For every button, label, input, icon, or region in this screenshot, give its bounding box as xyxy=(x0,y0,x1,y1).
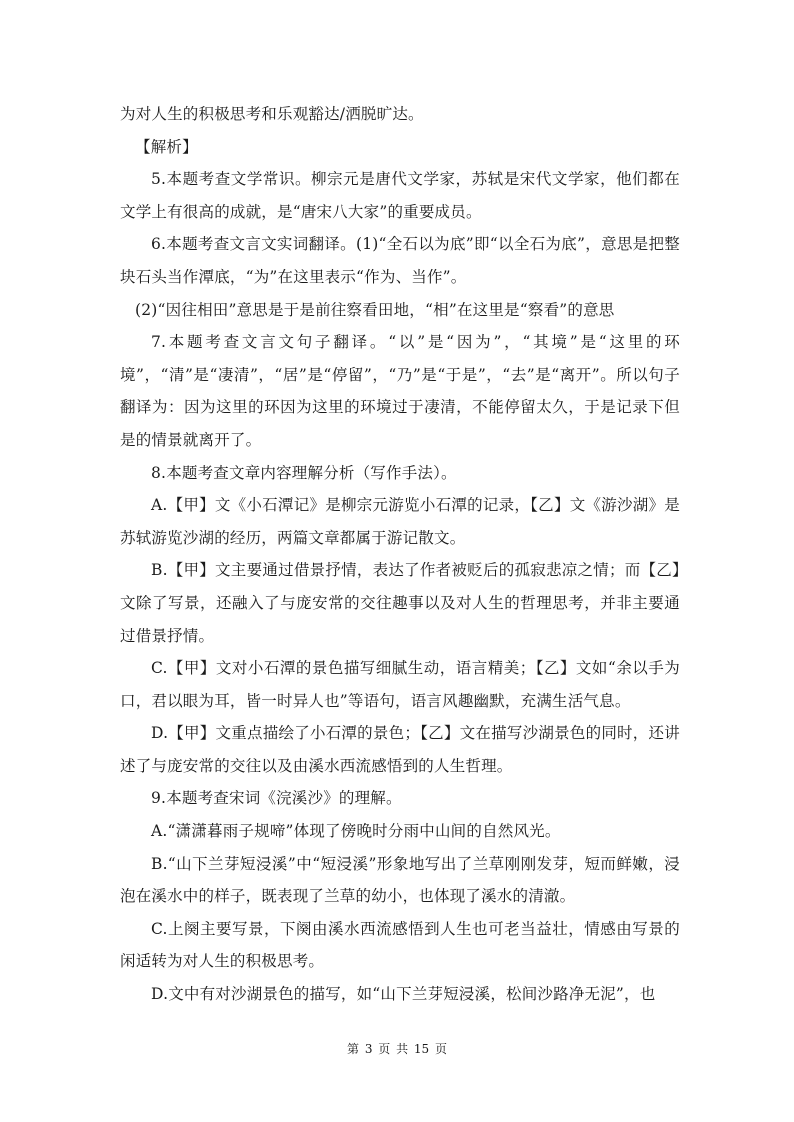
paragraph-q8: 8.本题考查文章内容理解分析（写作手法）。 xyxy=(151,463,457,482)
paragraph-q7: 7.本题考查文言文句子翻译。“以”是“因为”，“其境”是“这里的环境”，“清”是“凄清”，“居”是“停留”，“乃”是“于是”，“去”是“离开”。所以句子翻译为：因为这里的环因为这里的环境过于凄清，不能停留太久，于是记录下但是的情景就离开了。 xyxy=(120,333,680,449)
paragraph-q8-b: B.【甲】文主要通过借景抒情，表达了作者被贬后的孤寂悲凉之情；而【乙】文除了写景，还融入了与庞安常的交往趣事以及对人生的哲理思考，并非主要通过借景抒情。 xyxy=(120,561,680,645)
paragraph-q9: 9.本题考查宋词《浣溪沙》的理解。 xyxy=(151,789,402,808)
page-number-footer: 第 3 页 共 15 页 xyxy=(347,1042,447,1056)
paragraph-q5: 5.本题考查文学常识。柳宗元是唐代文学家，苏轼是宋代文学家，他们都在文学上有很高的成就，是“唐宋八大家”的重要成员。 xyxy=(120,170,680,221)
paragraph-q6: 6.本题考查文言文实词翻译。(1)“全石以为底”即“以全石为底”，意思是把整块石头当作潭底，“为”在这里表示“作为、当作”。 xyxy=(120,235,680,286)
paragraph-continuation: 为对人生的积极思考和乐观豁达/洒脱旷达。 xyxy=(120,105,424,123)
section-heading-analysis: 【解析】 xyxy=(135,137,198,156)
paragraph-q9-d: D.文中有对沙湖景色的描写，如“山下兰芽短浸溪，松间沙路净无泥”，也 xyxy=(151,985,656,1004)
paragraph-q9-b: B.“山下兰芽短浸溪”中“短浸溪”形象地写出了兰草刚刚发芽，短而鲜嫩，浸泡在溪水中的样子，既表现了兰草的幼小，也体现了溪水的清澈。 xyxy=(120,854,680,906)
document-body xyxy=(120,98,680,1011)
paragraph-q9-c: C.上阕主要写景，下阕由溪水西流感悟到人生也可老当益壮，情感由写景的闲适转为对人生的积极思考。 xyxy=(120,919,680,971)
paragraph-q8-a: A.【甲】文《小石潭记》是柳宗元游览小石潭的记录，【乙】文《游沙湖》是苏轼游览沙湖的经历，两篇文章都属于游记散文。 xyxy=(120,496,680,547)
paragraph-q9-a: A.“潇潇暮雨子规啼”体现了傍晚时分雨中山间的自然风光。 xyxy=(151,822,561,841)
paragraph-q8-d: D.【甲】文重点描绘了小石潭的景色；【乙】文在描写沙湖景色的同时，还讲述了与庞安常的交往以及由溪水西流感悟到的人生哲理。 xyxy=(120,724,680,775)
paragraph-q8-c: C.【甲】文对小石潭的景色描写细腻生动，语言精美；【乙】文如“余以手为口，君以眼为耳，皆一时异人也”等语句，语言风趣幽默，充满生活气息。 xyxy=(120,659,680,710)
paragraph-q6-part2: (2)“因往相田”意思是于是前往察看田地，“相”在这里是“察看”的意思 xyxy=(135,300,615,319)
